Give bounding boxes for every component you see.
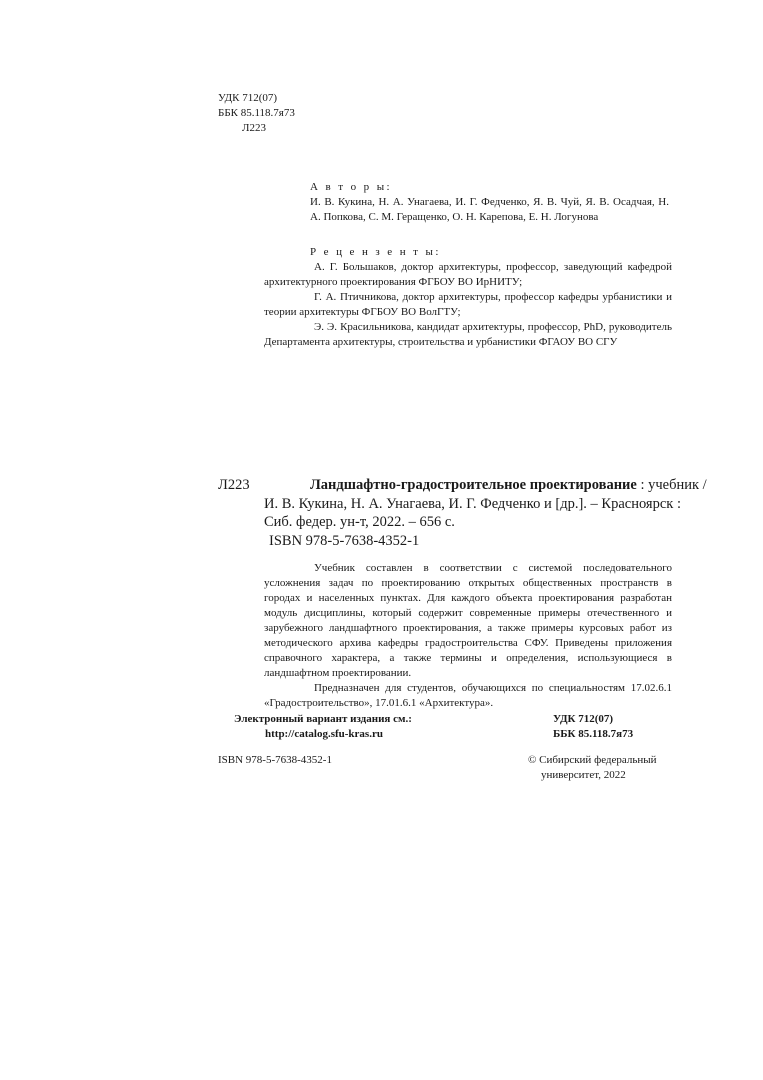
catalog-code: Л223 [218,477,250,493]
catalog-url[interactable]: http://catalog.sfu-kras.ru [265,728,383,740]
annotation-paragraph-1: Учебник составлен в соответствии с системой последовательного усложнения задач по проектированию открытых общественных пространств в городах и населенных пунктах. Для каждого объекта проектирования разработан модуль дисциплины, который содержит современные примеры отечественного и зарубежного ландшафтного проектирования, а также примеры курсовых работ из методического архива кафедры градостроительства СФУ. Приведены приложения справочного характера, а также термины и определения, использующиеся в ландшафтном проектировании. [264,562,672,679]
copyright-line-2: университет, 2022 [541,769,626,781]
copyright [528,753,657,783]
catalog-entry [264,476,707,550]
annotation-block [264,561,672,711]
footer-bbk: ББК 85.118.7я73 [553,728,634,740]
copyright-line-1: © Сибирский федеральный [528,754,657,766]
footer-udk: УДК 712(07) [553,713,614,725]
header-codes [218,91,295,136]
authors-text: И. В. Кукина, Н. А. Унагаева, И. Г. Федченко, Я. В. Чуй, Я. В. Осадчая, Н. А. Попкова, С. М. Геращенко, О. Н. Карепова, Е. Н. Логунова [310,196,669,223]
header-bbk: ББК 85.118.7я73 [218,107,295,119]
header-author-code: Л223 [242,122,266,134]
electronic-version [234,712,412,742]
catalog-line-3: Сиб. федер. ун-т, 2022. – 656 с. [264,514,455,530]
reviewer-2: Г. А. Птичникова, доктор архитектуры, профессор кафедры урбанистики и теории архитектуры ФГБОУ ВО ВолГТУ; [264,291,672,318]
footer-codes [553,712,633,742]
reviewer-1: А. Г. Большаков, доктор архитектуры, профессор, заведующий кафедрой архитектурного проектирования ФГБОУ ВО ИрНИТУ; [264,261,672,288]
reviewer-3: Э. Э. Красильникова, кандидат архитектуры, профессор, PhD, руководитель Департамента архитектуры, строительства и урбанистики ФГАОУ ВО СГУ [264,321,672,348]
electronic-label: Электронный вариант издания см.: [234,713,412,725]
catalog-line-2: И. В. Кукина, Н. А. Унагаева, И. Г. Федченко и [др.]. – Красноярск : [264,495,681,512]
catalog-line-1 [264,476,707,495]
annotation-paragraph-2: Предназначен для студентов, обучающихся по специальностям 17.02.6.1 «Градостроительство», 17.01.6.1 «Архитектура». [264,682,672,709]
catalog-isbn: ISBN 978-5-7638-4352-1 [269,532,420,549]
book-type: : учебник / [636,477,707,493]
book-title: Ландшафтно-градостроительное проектирование [310,477,637,493]
authors-heading: А в т о р ы: [310,181,392,193]
header-udk: УДК 712(07) [218,92,278,104]
footer-isbn: ISBN 978-5-7638-4352-1 [218,754,332,766]
reviewers-block [264,245,672,350]
reviewers-heading: Р е ц е н з е н т ы: [310,246,441,258]
authors-block [264,180,669,225]
